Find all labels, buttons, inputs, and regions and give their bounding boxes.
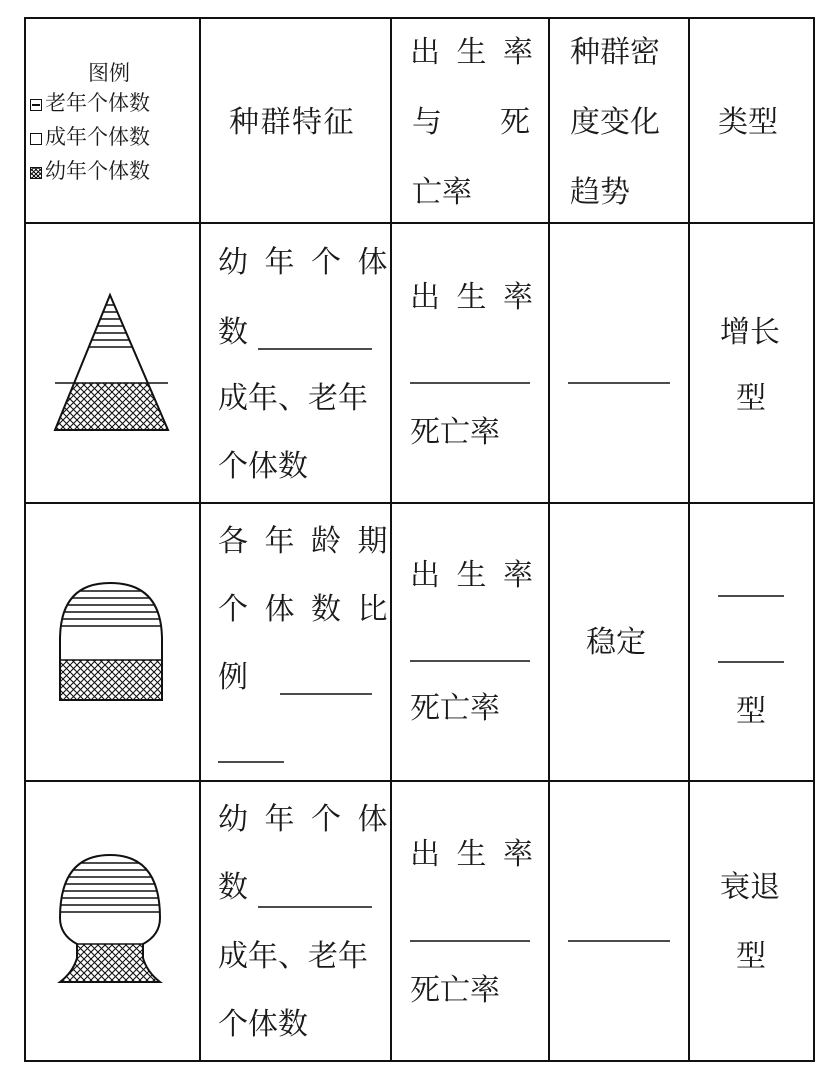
young-individuals-icon: [30, 167, 42, 179]
legend-item-old: 老年个体数: [30, 92, 150, 114]
row3-death-rate: 死亡率: [410, 973, 500, 1008]
legend-item-adult: 成年个体数: [30, 126, 150, 148]
old-individuals-icon: [30, 99, 42, 111]
row2-type-line1: 型: [736, 694, 766, 729]
row1-feature-line2: 数: [218, 315, 248, 350]
legend-item-young: 幼年个体数: [30, 160, 150, 182]
adult-individuals-icon: [30, 133, 42, 145]
age-pyramid-decline: [55, 855, 170, 986]
row3-type-line1: 衰退: [720, 870, 780, 905]
row1-feature-line1: 幼年个体: [218, 245, 404, 280]
header-rate-line2a: 与: [412, 105, 442, 140]
header-type: 类型: [718, 105, 778, 140]
age-pyramid-growth: [40, 295, 180, 433]
header-rate-line1: 出生率: [410, 35, 550, 70]
row2-feature-line2: 个体数比: [218, 592, 404, 627]
row2-feature-line3: 例: [218, 660, 248, 695]
header-trend-line3: 趋势: [570, 175, 630, 210]
row1-feature-line4: 个体数: [218, 449, 308, 484]
row2-feature-line1: 各年龄期: [218, 524, 404, 559]
row2-birth-rate: 出生率: [410, 558, 550, 593]
row2-death-rate: 死亡率: [410, 691, 500, 726]
row1-death-rate: 死亡率: [410, 415, 500, 450]
age-pyramid-stable: [55, 583, 170, 705]
legend-title: 图例: [88, 61, 130, 85]
row3-feature-line3: 成年、老年: [218, 939, 368, 974]
row1-feature-line3: 成年、老年: [218, 381, 368, 416]
header-rate-line3: 亡率: [412, 175, 472, 210]
header-feature: 种群特征: [229, 105, 355, 140]
header-trend-line1: 种群密: [570, 35, 660, 70]
header-rate-line2b: 死: [500, 105, 530, 140]
row3-type-line2: 型: [736, 939, 766, 974]
row1-birth-rate: 出生率: [410, 280, 550, 315]
row3-feature-line4: 个体数: [218, 1007, 308, 1042]
row2-trend: 稳定: [586, 625, 646, 660]
header-trend-line2: 度变化: [570, 105, 660, 140]
row3-feature-line1: 幼年个体: [218, 802, 404, 837]
row1-type-line1: 增长: [720, 315, 780, 350]
row3-feature-line2: 数: [218, 870, 248, 905]
row3-birth-rate: 出生率: [410, 837, 550, 872]
row1-type-line2: 型: [736, 381, 766, 416]
